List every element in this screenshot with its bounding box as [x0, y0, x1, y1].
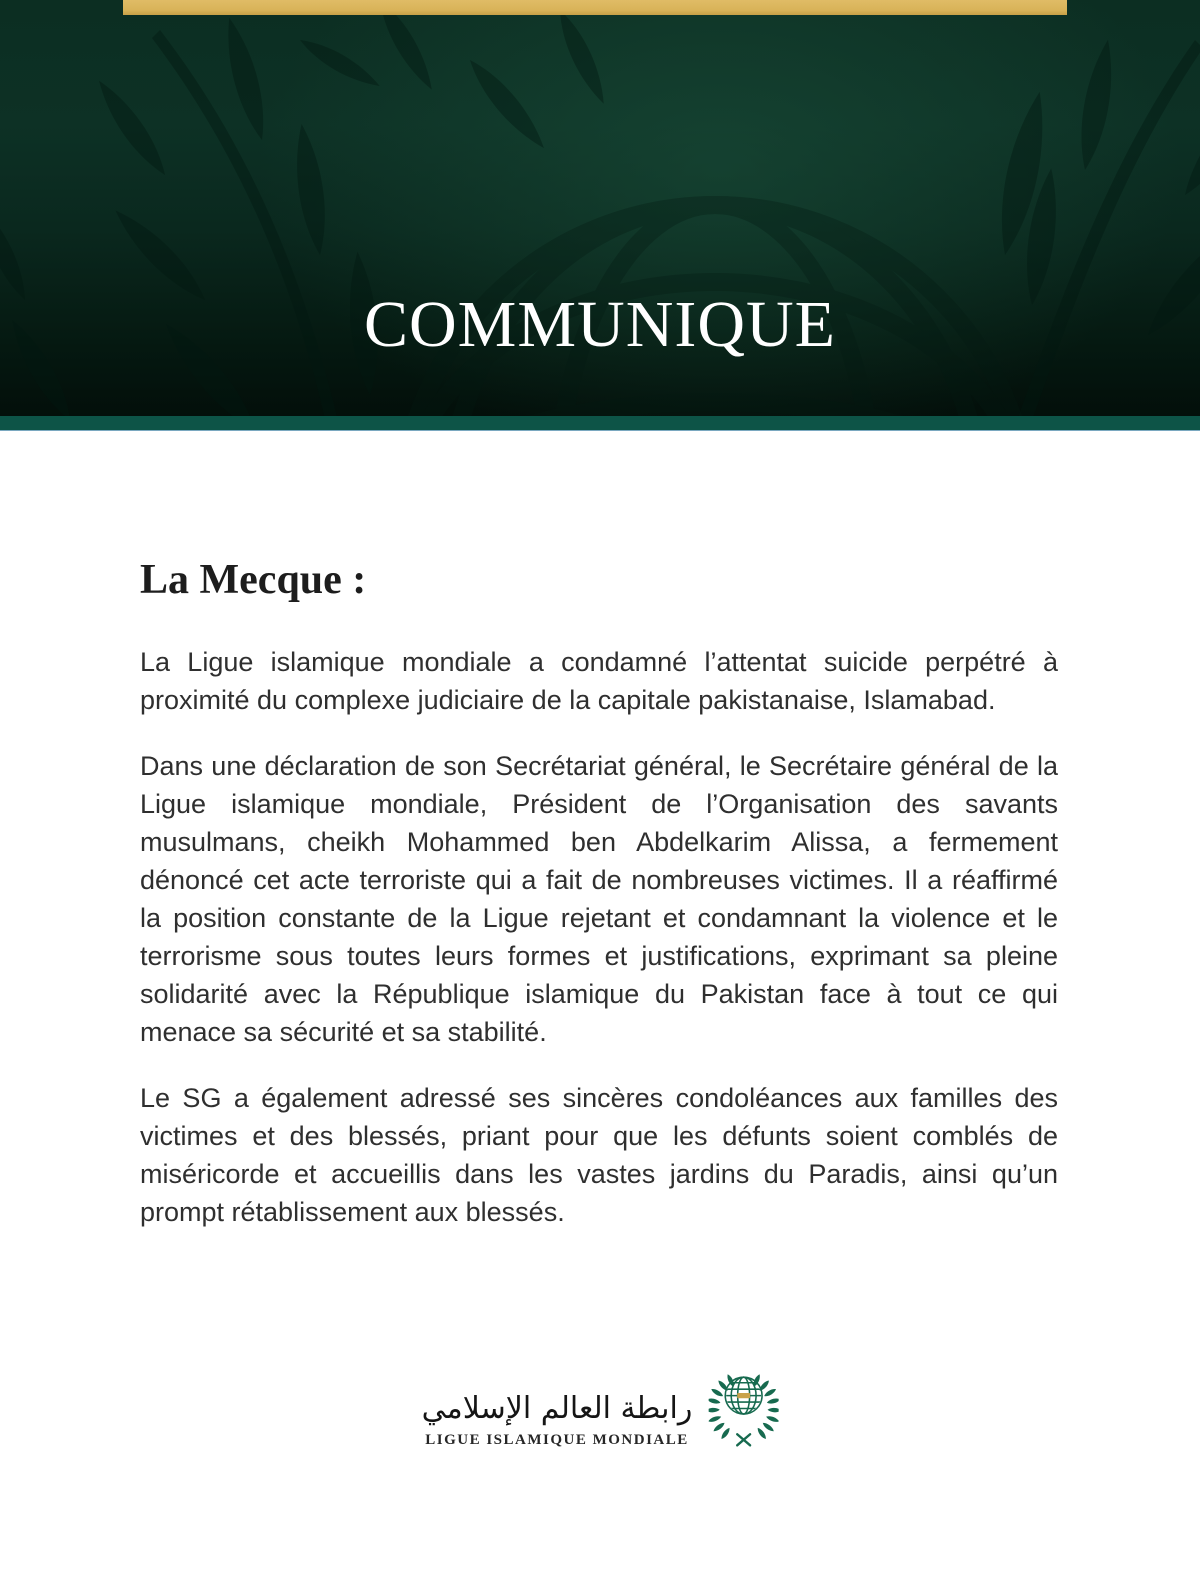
body-paragraph: Le SG a également adressé ses sincères condoléances aux familles des victimes et des blessés, priant pour que les défunts soient comblés de miséricorde et accueillis dans les vastes jardins du Paradis, ainsi qu’un prompt rétablissement aux blessés.	[140, 1083, 1058, 1228]
communique-title: COMMUNIQUE	[364, 288, 836, 361]
org-name-caption: LIGUE ISLAMIQUE MONDIALE	[425, 1432, 689, 1448]
header-banner	[0, 0, 1200, 416]
org-logo-text	[422, 1389, 693, 1449]
body-paragraph: Dans une déclaration de son Secrétariat général, le Secrétaire général de la Ligue islamique mondiale, Président de l’Organisation des savants musulmans, cheikh Mohammed ben Abdelkarim Alissa, a fermement dénoncé cet acte terroriste qui a fait de nombreuses victimes. Il a réaffirmé la position constante de la Ligue rejetant et condamnant la violence et le terrorisme sous toutes leurs formes et justifications, exprimant sa pleine solidarité avec la République islamique du Pakistan face à tout ce qui menace sa sécurité et sa stabilité.	[140, 751, 1058, 1048]
dateline-heading: La Mecque :	[140, 557, 367, 603]
wreath-globe-emblem-icon	[708, 1368, 778, 1449]
arabic-logotype: رابطة العالم الإسلامي	[421, 1391, 693, 1426]
teal-divider-band	[0, 416, 1200, 431]
gold-accent-bar	[123, 0, 1067, 15]
body-paragraph: La Ligue islamique mondiale a condamné l’attentat suicide perpétré à proximité du complexe judiciaire de la capitale pakistanaise, Islamabad.	[140, 647, 1058, 716]
org-logo	[422, 1368, 779, 1449]
